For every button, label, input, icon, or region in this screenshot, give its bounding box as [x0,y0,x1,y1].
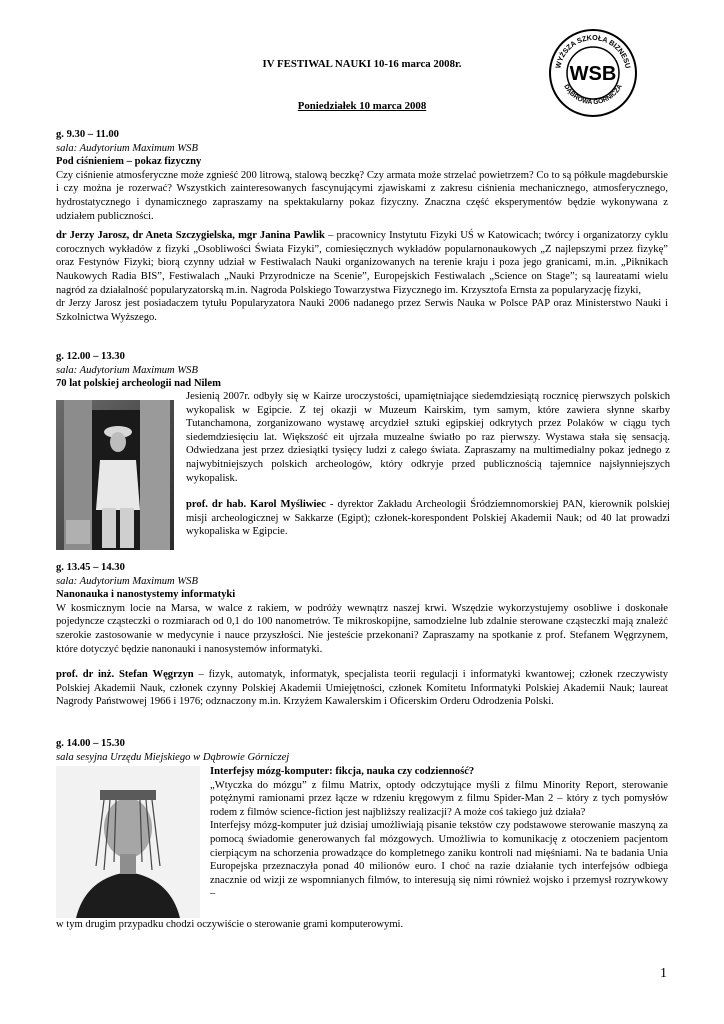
event-title: Interfejsy mózg-komputer: fikcja, nauka czy codzienność? [210,766,475,777]
event-time: g. 12.00 – 13.30 [56,351,125,362]
speakers-names: dr Jerzy Jarosz, dr Aneta Szczygielska, mgr Janina Pawlik [56,230,325,242]
day-heading: Poniedziałek 10 marca 2008 [297,100,427,112]
speakers-names: prof. dr hab. Karol Myśliwiec [186,499,326,510]
logo-text-bottom: DĄBROWA GÓRNICZA [562,83,624,107]
event-4-header [56,737,668,764]
archaeologist-photo [56,400,174,550]
event-time: g. 14.00 – 15.30 [56,738,125,749]
speakers-names: prof. dr inż. Stefan Węgrzyn [56,669,194,681]
event-3 [56,561,668,709]
event-room: sala: Audytorium Maximum WSB [56,364,198,376]
event-4-body [210,765,668,901]
event-2-description: Jesienią 2007r. odbyły się w Kairze uroczystości, upamiętniające siedemdziesiątą rocznicę pierwszych polskich wykopalisk w Egipcie. Z tej okazji w Muzeum Kairskim, tym samym, które zawiera słynne skarby Tutanchamona, zorganizowano wystawę arcydzieł sztuki egipskiej odkrytych przez Polaków w ciągu tych siedemdziesięciu lat. Większość eit ujrzała muzealne światło po raz pierwszy. Wystawa stała się sensacją. Odwiedzana jest przez dziesiątki tysięcy ludzi z całego świata. Zapraszamy na multimedialny pokaz jednego z najwybitniejszych polskich archeologów, który odkryje przed publicznością tajemnice najsłynniejszych wykopalisk. [186,391,670,484]
event-4-description-3: w tym drugim przypadku chodzi oczywiście o sterowanie grami komputerowymi. [56,919,404,930]
event-description: W kosmicznym locie na Marsa, w walce z rakiem, w podróży wewnątrz naszej krwi. Wszędzie wykorzystujemy osobliwe i doskonałe pojedyncze cząsteczki o rozmiarach od 0,1 do 100 nanometrów. Te mikroskopijne, samodzielne lub zdalnie sterowane cząsteczki mają znaleźć szerokie zastosowanie w medycynie i nauce przyszłości. Nie jesteście przekonani? Zapraszamy na spotkanie z prof. Stefanem Węgrzynem, które dotyczyć będzie nanonauki i nanosystemów informatyki. [56,602,668,655]
event-2-speakers [186,498,670,539]
speakers-bio: - dyrektor Zakładu Archeologii Śródziemnomorskiej PAN, kierownik polskiej misji archeologicznej w Sakkarze (Egipt); członek-korespondent Polskiej Akademii Nauk; od 40 lat prowadzi wykopaliska w Egipcie. [186,499,670,538]
event-room: sala: Audytorium Maximum WSB [56,575,198,587]
page-number: 1 [660,966,667,981]
event-description: „Wtyczka do mózgu” z filmu Matrix, optody odczytujące myśli z filmu Minority Report, sterowanie potężnymi ramionami przez łącze w rdzeniu kręgowym z filmu Spider-Man 2 – który z tych pomysłów rodem z filmów science-fiction jest najbliższy realizacji? A może coś takiego już działa? [210,779,668,818]
event-title: Pod ciśnieniem – pokaz fizyczny [56,156,202,168]
event-speakers [56,229,668,297]
event-description-2: Interfejsy mózg-komputer już dzisiaj umożliwiają pisanie tekstów czy podstawowe sterowanie maszyną za pomocą świadomie generowanych fal mózgowych. Umożliwia to komunikację z otoczeniem pacjentom cierpiącym na schorzenia prowadzące do kompletnego zaniku kontroli nad mięśniami. Na te badania Unia Europejska przeznaczyła ponad 40 milionów euro. I choć na razie działanie tych interfejsów odbiega znacznie od wizji ze wspomnianych filmów, to interesują się nimi również wojsko i przemysł rozrywkowy – [210,820,668,900]
logo-text-top: WYŻSZA SZKOŁA BIZNESU [553,32,633,70]
event-title: Nanonauka i nanostystemy informatyki [56,589,236,601]
event-time: g. 13.45 – 14.30 [56,562,125,573]
event-time: g. 9.30 – 11.00 [56,129,119,140]
event-title: 70 lat polskiej archeologii nad Nilem [56,378,221,390]
event-speakers [56,668,668,709]
festival-title: IV FESTIWAL NAUKI 10-16 marca 2008r. [262,58,462,70]
speakers-bio: – fizyk, automatyk, informatyk, specjalista teorii regulacji i informatyki kwantowej; członek rzeczywisty Polskiej Akademii Nauk, członek czynny Polskiej Akademii Umiejętności, członek Komitetu Informatyki Polskiej Akademii Nauk; laureat Nagrody Państwowej 1966 i 1976; odznaczony m.in. Krzyżem Kawalerskim i Oficerskim Orderu Odrodzenia Polski. [56,669,669,708]
speakers-bio: – pracownicy Instytutu Fizyki UŚ w Katowicach; twórcy i organizatorzy cyklu corocznych wykładów z fizyki „Osobliwości Świata Fizyki”, comiesięcznych wykładów popularnonaukowych „Z najlepszymi przez fizykę” oraz Festynów Fizyki; biorą czynny udział w Festiwalach Nauki organizowanych na terenie kraju i poza jego granicami, m.in. „Piknikach Naukowych Radia BIS”, Festiwalach „Nauki Przyrodnicze na Scenie”, Europejskich Festiwalach „Science on Stage”; są laureatami wielu nagród za działalność popularyzatorską m.in. Nagroda Polskiego Towarzystwa Fizycznego im. Krzysztofa Ernsta za popularyzację fizyki, [56,230,668,296]
event-2-header [56,350,668,391]
event-room: sala sesyjna Urzędu Miejskiego w Dąbrowie Górniczej [56,751,290,763]
event-description: Czy ciśnienie atmosferyczne może zgnieść 200 litrową, stalową beczkę? Czy armata może strzelać powietrzem? Co to są półkule magdeburskie i czy można je rozerwać? Wszystkich zainteresowanych fascynującymi zjawiskami z zakresu ciśnienia mechanicznego, atmosferycznego, hydrostatycznego i dynamicznego zapraszamy na spektakularny pokaz fizyczny. Znaczna część eksperymentów będzie wykonywana z udziałem publiczności. [56,169,668,222]
event-1 [56,128,668,324]
event-room: sala: Audytorium Maximum WSB [56,142,198,154]
logo-mark: WSB [569,63,617,85]
researcher-photo [56,766,200,918]
speakers-extra: dr Jerzy Jarosz jest posiadaczem tytułu Popularyzatora Nauki 2006 nadanego przez Serwis Nauka w Polsce PAP oraz Ministerstwo Nauki i Szkolnictwa Wyższego. [56,298,668,323]
